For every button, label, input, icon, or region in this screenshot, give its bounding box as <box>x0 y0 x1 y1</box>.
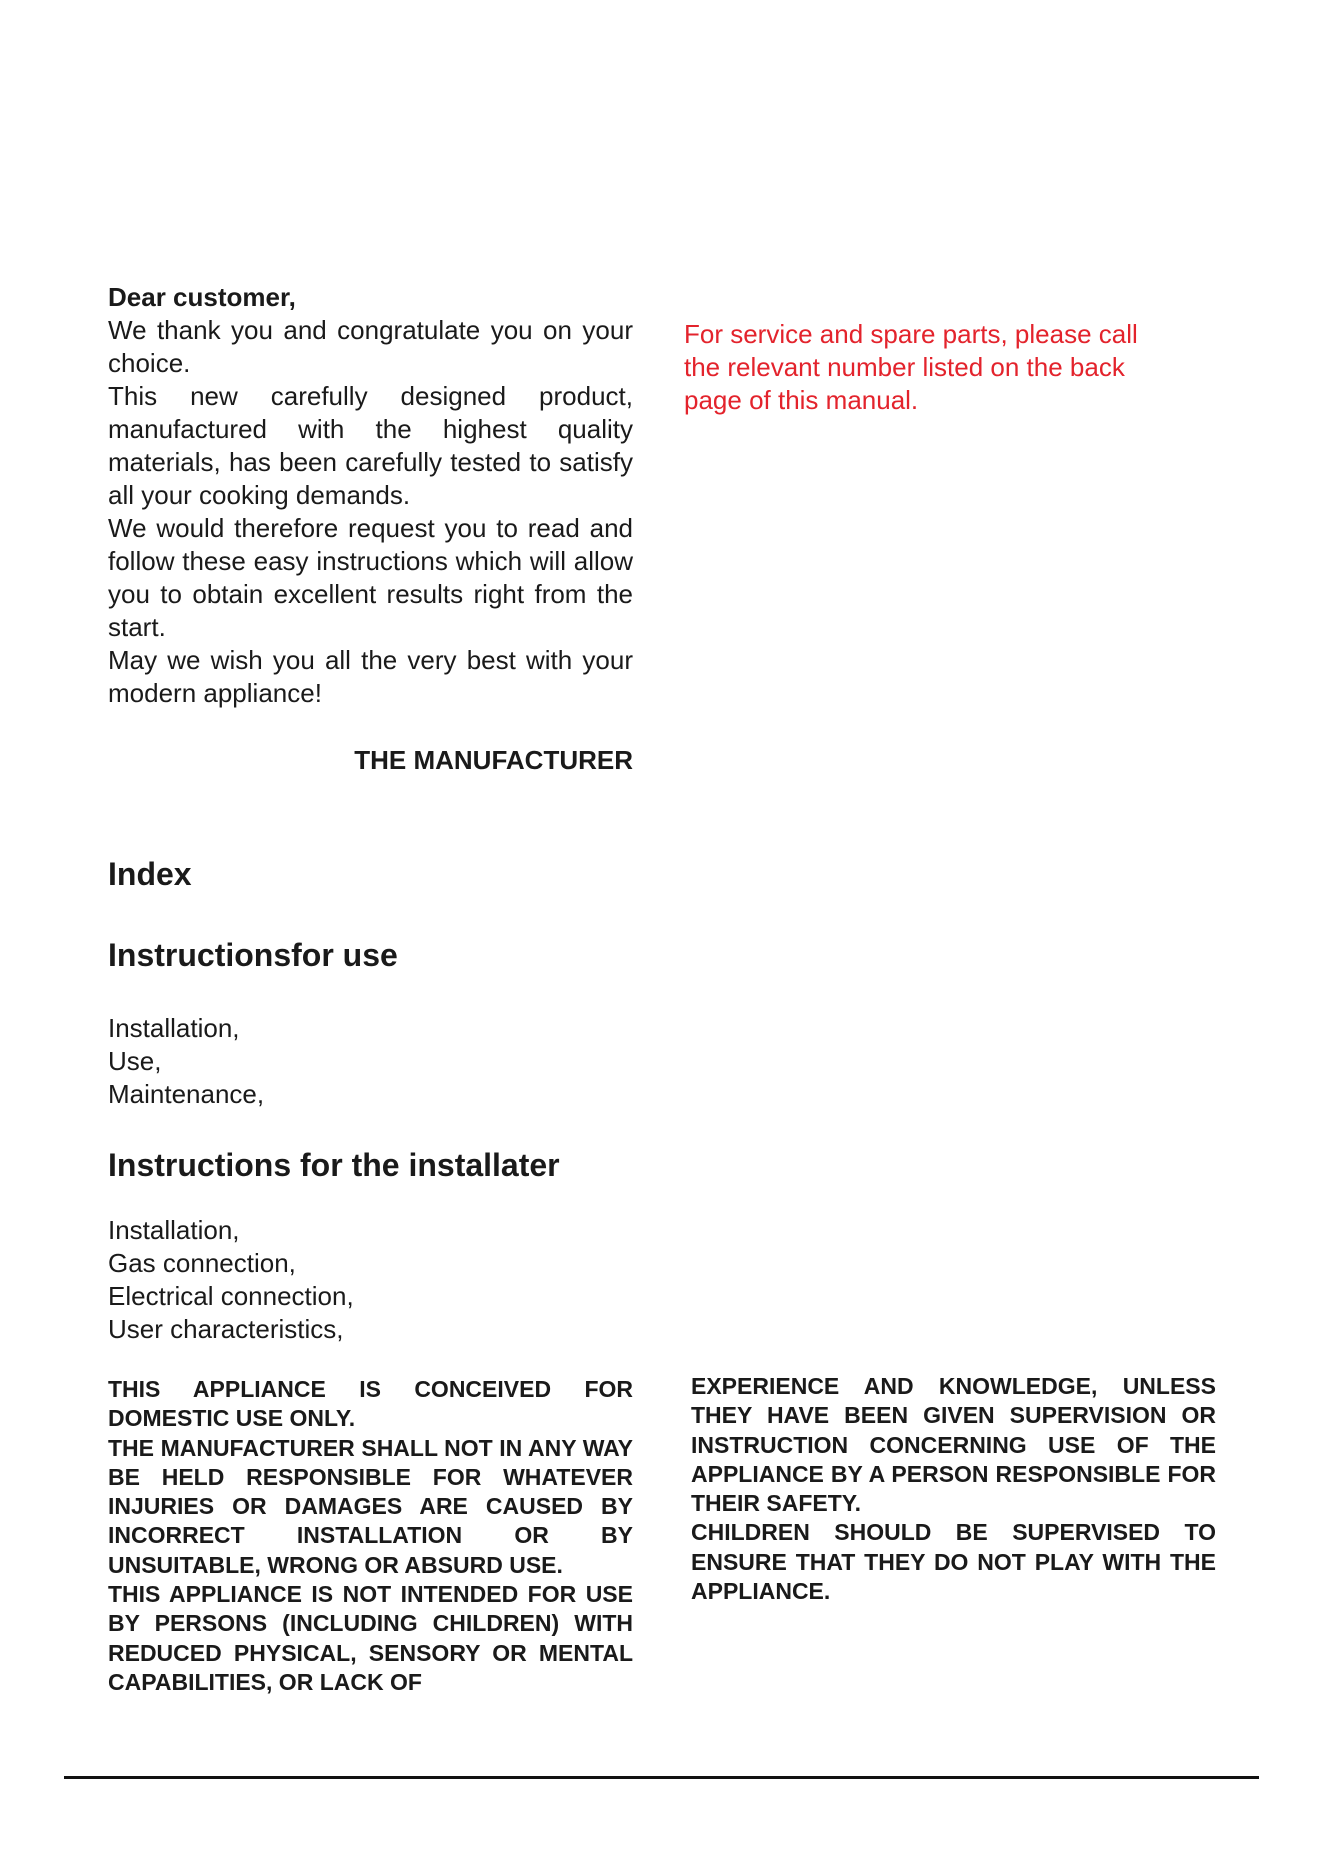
intro-paragraph: We thank you and congratulate you on your choice. <box>108 315 633 378</box>
index-item: User characteristics, <box>108 1314 344 1344</box>
index-item: Electrical connection, <box>108 1281 354 1311</box>
intro-paragraph: May we wish you all the very best with your modern appliance! <box>108 645 633 708</box>
warning-paragraph: THE MANUFACTURER SHALL NOT IN ANY WAY BE HELD RESPONSIBLE FOR WHATEVER INJURIES OR DAMAGES ARE CAUSED BY INCORRECT INSTALLATION OR BY UNSUITABLE, WRONG OR ABSURD USE. <box>108 1434 633 1578</box>
index-title: Index <box>108 856 192 892</box>
intro-letter <box>108 281 633 710</box>
index-item: Installation, <box>108 1013 240 1043</box>
warning-paragraph: CHILDREN SHOULD BE SUPERVISED TO ENSURE THAT THEY DO NOT PLAY WITH THE APPLIANCE. <box>691 1519 1216 1605</box>
section-heading-installer: Instructions for the installater <box>108 1147 560 1183</box>
warning-paragraph: EXPERIENCE AND KNOWLEDGE, UNLESS THEY HAVE BEEN GIVEN SUPERVISION OR INSTRUCTION CONCERNING USE OF THE APPLIANCE BY A PERSON RESPONSIBLE FOR THEIR SAFETY. <box>691 1373 1216 1517</box>
intro-paragraph: This new carefully designed product, manufactured with the highest quality materials, has been carefully tested to satisfy all your cooking demands. <box>108 381 633 510</box>
section-heading-use: Instructionsfor use <box>108 937 398 973</box>
index-list-use <box>108 1012 264 1111</box>
service-note: For service and spare parts, please call the relevant number listed on the back page of this manual. <box>684 319 1138 415</box>
index-list-installer <box>108 1214 354 1346</box>
index-item: Gas connection, <box>108 1248 296 1278</box>
signature: THE MANUFACTURER <box>354 745 633 775</box>
warning-paragraph: THIS APPLIANCE IS NOT INTENDED FOR USE BY PERSONS (INCLUDING CHILDREN) WITH REDUCED PHYSICAL, SENSORY OR MENTAL CAPABILITIES, OR LACK OF <box>108 1581 633 1695</box>
footer-divider <box>64 1776 1259 1779</box>
safety-warning-right <box>691 1372 1216 1606</box>
index-item: Use, <box>108 1046 162 1076</box>
safety-warning-left <box>108 1375 633 1697</box>
intro-paragraph: We would therefore request you to read and follow these easy instructions which will allow you to obtain excellent results right from the start. <box>108 513 633 642</box>
index-item: Maintenance, <box>108 1079 265 1109</box>
warning-paragraph: THIS APPLIANCE IS CONCEIVED FOR DOMESTIC USE ONLY. <box>108 1376 633 1432</box>
greeting: Dear customer, <box>108 282 296 312</box>
index-item: Installation, <box>108 1215 240 1245</box>
